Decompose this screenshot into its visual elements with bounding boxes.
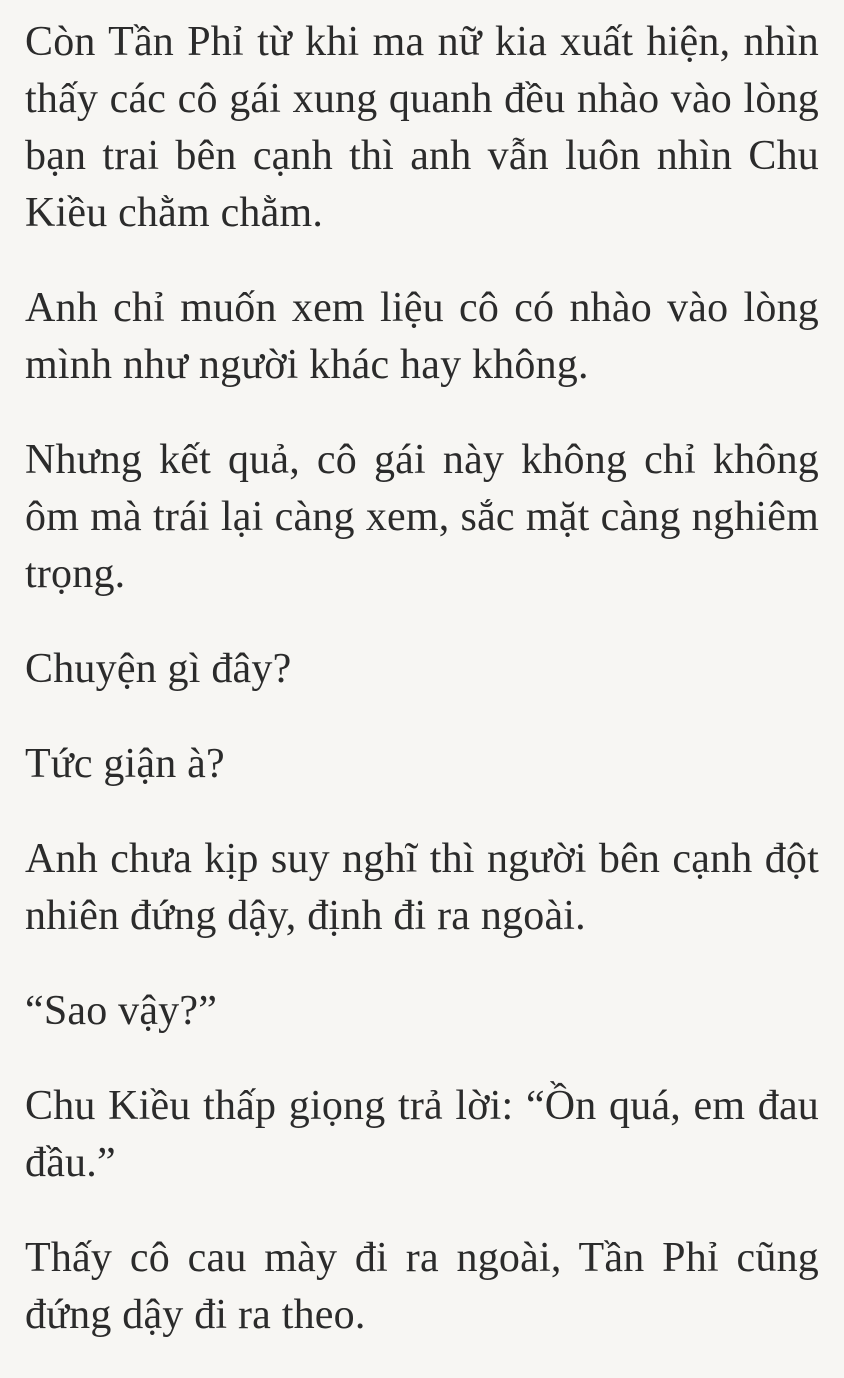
paragraph: Anh chưa kịp suy nghĩ thì người bên cạnh đột nhiên đứng dậy, định đi ra ngoài. [25,836,819,939]
paragraph: Nhưng kết quả, cô gái này không chỉ không ôm mà trái lại càng xem, sắc mặt càng nghiêm trọng. [25,437,819,597]
paragraph: Chu Kiều thấp giọng trả lời: “Ồn quá, em đau đầu.” [25,1083,819,1186]
paragraph: Tức giận à? [25,741,225,787]
paragraph: Chuyện gì đây? [25,646,292,692]
paragraph: Thấy cô cau mày đi ra ngoài, Tần Phỉ cũng đứng dậy đi ra theo. [25,1235,819,1338]
paragraph: “Sao vậy?” [25,988,218,1034]
paragraph: Anh chỉ muốn xem liệu cô có nhào vào lòng mình như người khác hay không. [25,285,819,388]
paragraph: Còn Tần Phỉ từ khi ma nữ kia xuất hiện, nhìn thấy các cô gái xung quanh đều nhào vào lòng bạn trai bên cạnh thì anh vẫn luôn nhìn Chu Kiều chằm chằm. [25,19,819,236]
